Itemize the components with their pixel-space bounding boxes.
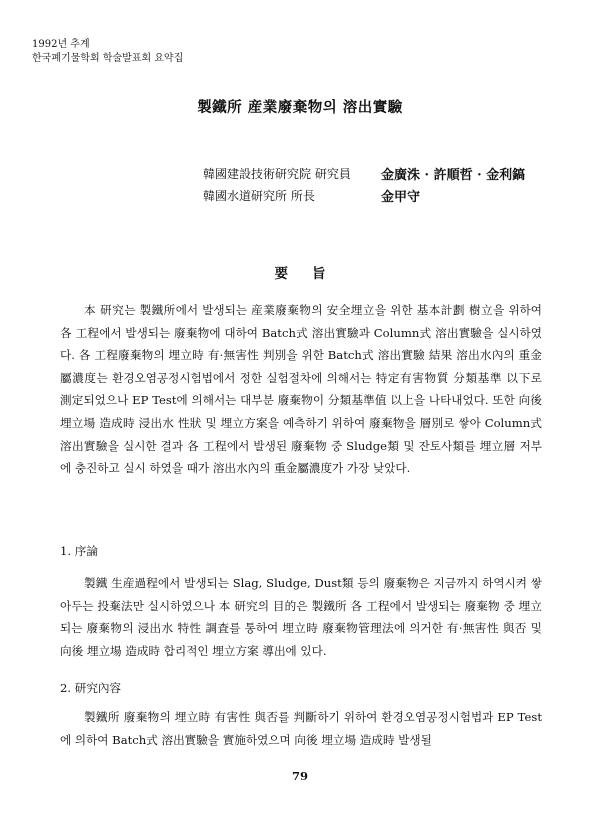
- conference-header: [32, 38, 183, 66]
- page-number: 79: [291, 769, 308, 783]
- section-heading-research-content: 2. 研究內容: [60, 681, 122, 695]
- section-body-introduction: 製鐵 生産過程에서 발생되는 Slag, Sludge, Dust類 등의 廢棄物은 지금까지 하역시켜 쌓아두는 投棄法만 실시하였으나 本 研究의 目的은 製鐵所 各 工程에서 발생되는 廢棄物 중 埋立되는 廢棄物의 浸出水 特性 調査를 통하여 埋立時 廢棄物管理法에 의거한 有·無害性 與否 및 向後 埋立場 造成時 합리적인 埋立方案 導出에 있다.: [60, 576, 542, 658]
- conference-season: 1992년 추계: [32, 39, 90, 50]
- author-row: [203, 162, 525, 184]
- author-block: [203, 162, 525, 206]
- author-affiliation: 韓國水道研究所 所長: [203, 188, 315, 203]
- author-names: 金甲守: [381, 189, 421, 205]
- abstract-heading: 要旨: [274, 266, 350, 282]
- paper-title: 製鐵所 産業廢棄物의 溶出實驗: [197, 99, 403, 116]
- author-row: [203, 184, 525, 206]
- section-body-research-content: 製鐵所 廢棄物의 埋立時 有害性 與否를 判斷하기 위하여 환경오염공정시험법과 EP Test에 의하여 Batch式 溶出實驗을 實施하였으며 向後 埋立場 造成時 발생될: [60, 710, 542, 747]
- author-names: 金廣洙 · 許順哲 · 金利鎬: [381, 167, 526, 183]
- author-affiliation: 韓國建設技術研究院 研究員: [203, 166, 351, 181]
- abstract-body: 本 研究는 製鐵所에서 발생되는 産業廢棄物의 安全埋立을 위한 基本計劃 樹立을 위하여 各 工程에서 발생되는 廢棄物에 대하여 Batch式 溶出實驗과 Column式 溶出實驗을 실시하였다. 各 工程廢棄物의 埋立時 有·無害性 判別을 위한 Batch式 溶出實驗 結果 溶出水內의 重金屬濃度는 환경오염공정시험법에서 정한 실험절차에 의해서는 特定有害物質 分類基準 以下로 測定되었으나 EP Test에 의해서는 대부분 廢棄物이 分類基準值 以上을 나타내었다. 또한 向後 埋立場 造成時 浸出水 性狀 및 埋立方案을 예측하기 위하여 廢棄物을 層別로 쌓아 Column式 溶出實驗을 실시한 결과 各 工程에서 발생된 廢棄物 중 Sludge類 및 잔토사類를 埋立層 저부에 충진하고 실시 하였을 때가 溶出水內의 重金屬濃度가 가장 낮았다.: [60, 303, 542, 476]
- conference-proceedings: 한국폐기물학회 학술발표회 요약집: [32, 53, 184, 64]
- section-heading-introduction: 1. 序論: [60, 544, 98, 558]
